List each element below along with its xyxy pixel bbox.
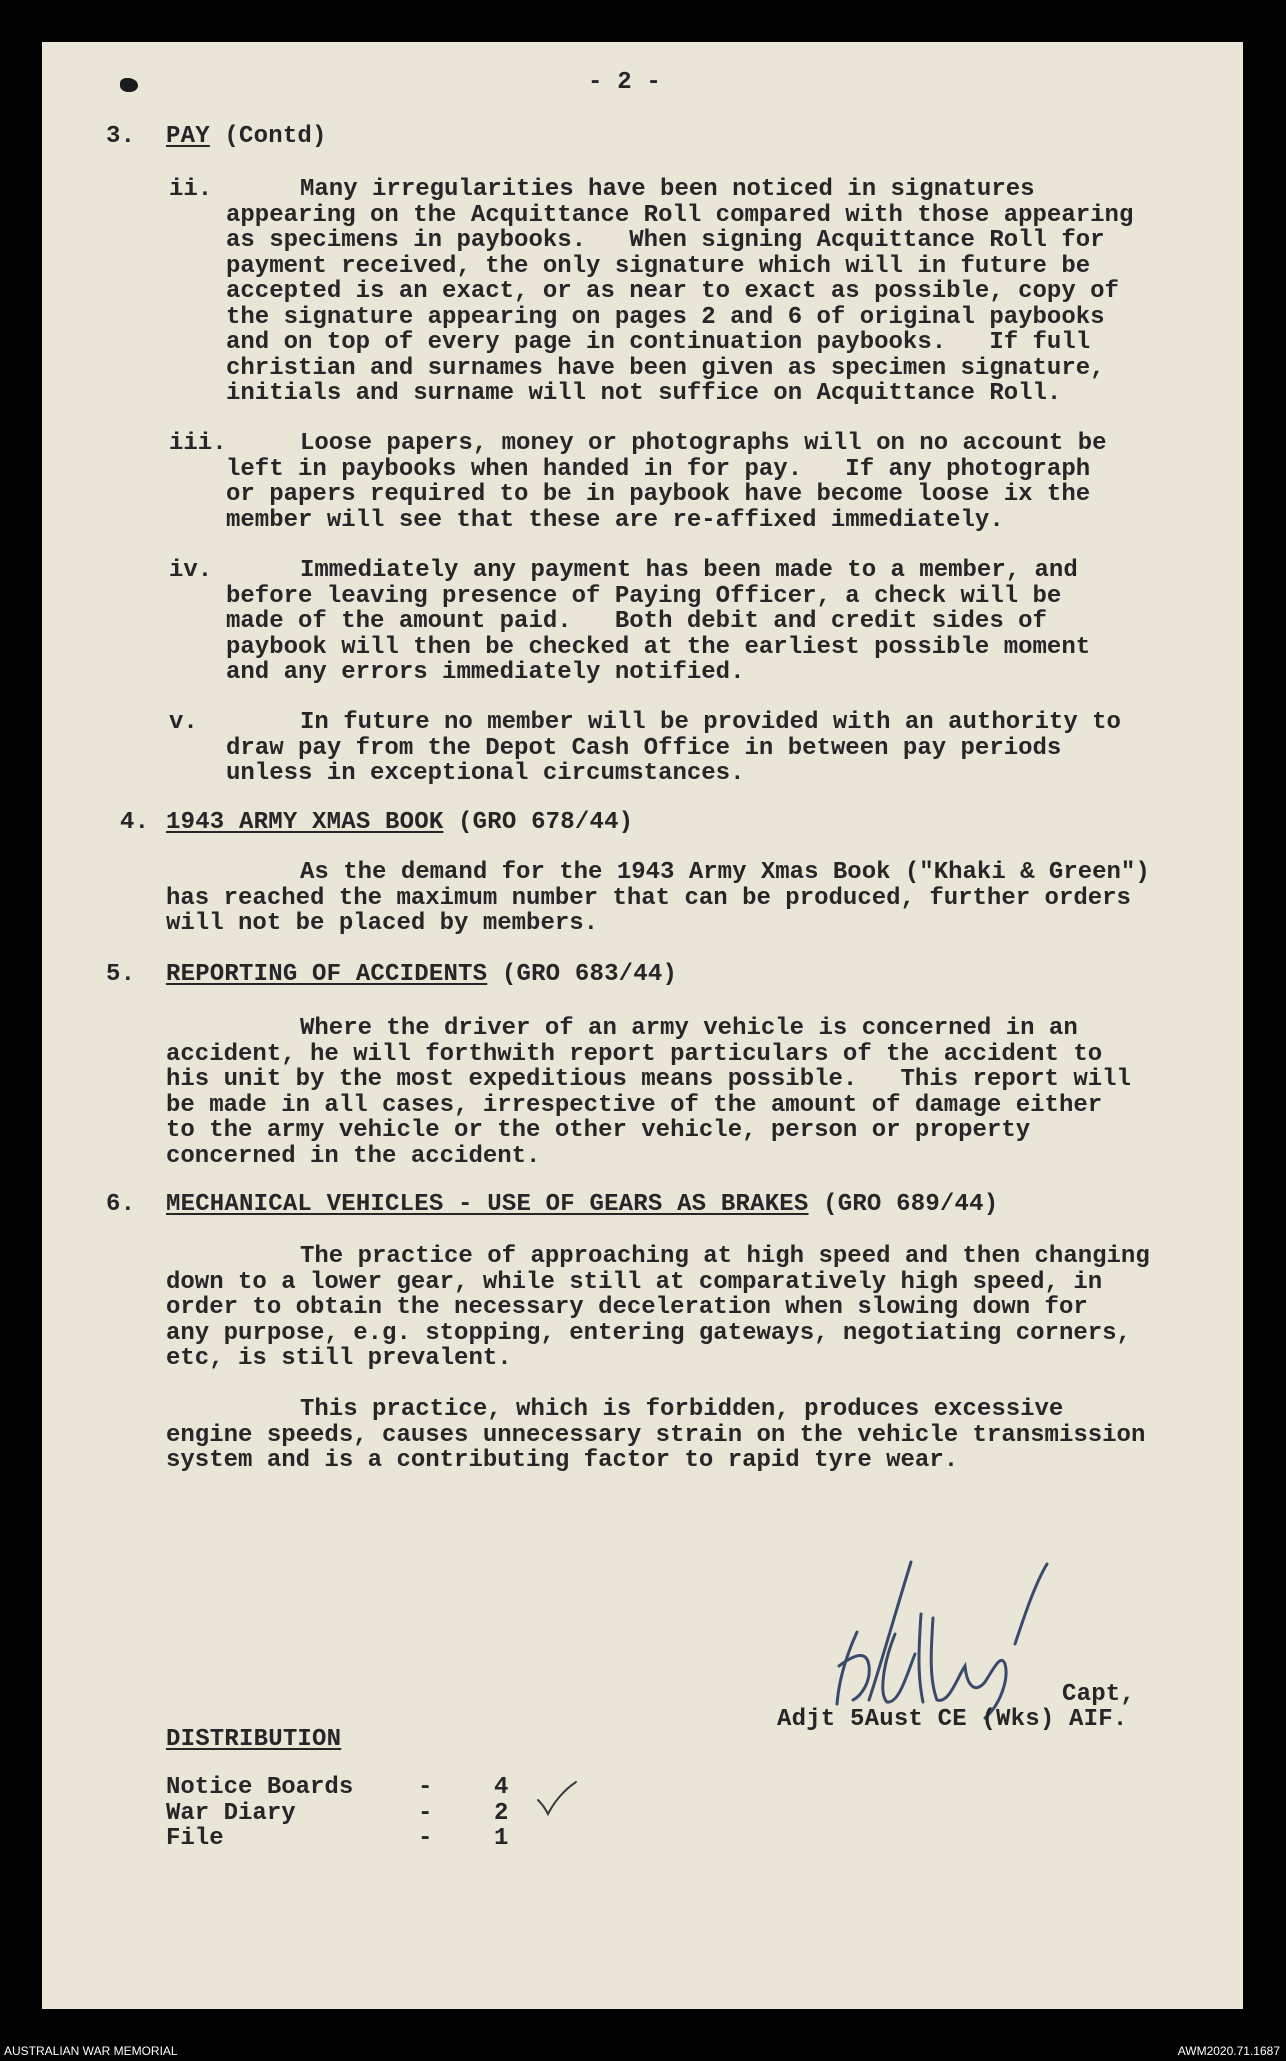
section-4-line: has reached the maximum number that can be produced, further orders bbox=[166, 884, 1131, 912]
section-6-para1-line: any purpose, e.g. stopping, entering gateways, negotiating corners, bbox=[166, 1319, 1131, 1347]
section-4-line: As the demand for the 1943 Army Xmas Book ("Khaki & Green") bbox=[300, 859, 1150, 886]
item-ii-line: accepted is an exact, or as near to exact as possible, copy of bbox=[226, 278, 1119, 305]
page-number: - 2 - bbox=[588, 69, 662, 96]
distribution-row-count: 4 bbox=[494, 1774, 509, 1801]
item-ii-line: appearing on the Acquittance Roll compared with those appearing bbox=[226, 201, 1134, 229]
item-ii-line: the signature appearing on pages 2 and 6 of original paybooks bbox=[226, 303, 1105, 331]
section-5-line: his unit by the most expeditious means possible. This report will bbox=[166, 1066, 1131, 1093]
item-iv-line: made of the amount paid. Both debit and credit sides of bbox=[226, 608, 1047, 635]
signatory-rank: Capt, bbox=[1062, 1681, 1136, 1708]
item-ii-line: Many irregularities have been noticed in signatures bbox=[300, 176, 1035, 203]
section-6-para1-line: down to a lower gear, while still at comparatively high speed, in bbox=[166, 1268, 1103, 1296]
item-iv-label: iv. bbox=[169, 557, 213, 584]
section-6-para1-line: The practice of approaching at high speed and then changing bbox=[300, 1243, 1150, 1270]
tick-mark-icon bbox=[534, 1780, 578, 1818]
item-iii-line: Loose papers, money or photographs will on no account be bbox=[300, 430, 1107, 457]
item-v-line: unless in exceptional circumstances. bbox=[226, 760, 745, 787]
section-5-line: concerned in the accident. bbox=[166, 1142, 541, 1170]
item-iii-line: left in paybooks when handed in for pay. If any photograph bbox=[226, 455, 1091, 483]
item-v-line: draw pay from the Depot Cash Office in between pay periods bbox=[226, 734, 1062, 762]
footer-accession-number: AWM2020.71.1687 bbox=[1177, 2044, 1280, 2058]
item-ii-label: ii. bbox=[169, 176, 213, 203]
section-3-title: PAY bbox=[166, 123, 210, 150]
footer-institution: AUSTRALIAN WAR MEMORIAL bbox=[4, 2044, 178, 2058]
document-page bbox=[42, 42, 1243, 2009]
item-ii-line: as specimens in paybooks. When signing Acquittance Roll for bbox=[226, 227, 1105, 254]
section-6-ref: (GRO 689/44) bbox=[808, 1191, 999, 1218]
section-6-number: 6. bbox=[106, 1191, 136, 1218]
section-6-para2-line: This practice, which is forbidden, produces excessive bbox=[300, 1396, 1064, 1423]
section-4-title: 1943 ARMY XMAS BOOK bbox=[166, 809, 444, 836]
section-5-number: 5. bbox=[106, 961, 136, 988]
section-5-line: Where the driver of an army vehicle is concerned in an bbox=[300, 1015, 1078, 1042]
section-5-line: accident, he will forthwith report particulars of the accident to bbox=[166, 1040, 1103, 1068]
distribution-row-name: File bbox=[166, 1825, 224, 1852]
distribution-row-count: 2 bbox=[494, 1799, 509, 1827]
section-3-suffix: (Contd) bbox=[209, 123, 327, 150]
item-iii-line: or papers required to be in paybook have become loose ix the bbox=[226, 481, 1091, 508]
section-3-heading bbox=[166, 124, 327, 150]
section-6-para2-line: system and is a contributing factor to rapid tyre wear. bbox=[166, 1447, 959, 1474]
handwritten-signature bbox=[825, 1554, 1055, 1724]
section-4-ref: (GRO 678/44) bbox=[443, 809, 634, 836]
section-6-para1-line: etc, is still prevalent. bbox=[166, 1345, 512, 1372]
section-3-number: 3. bbox=[106, 123, 136, 150]
item-ii-line: payment received, the only signature which will in future be bbox=[226, 252, 1091, 280]
item-iii-line: member will see that these are re-affixed immediately. bbox=[226, 506, 1004, 534]
distribution-row-count: 1 bbox=[494, 1825, 509, 1852]
section-5-title: REPORTING OF ACCIDENTS bbox=[166, 961, 488, 988]
distribution-row-dash: - bbox=[418, 1799, 433, 1827]
section-5-ref: (GRO 683/44) bbox=[487, 961, 678, 988]
item-iv-line: Immediately any payment has been made to a member, and bbox=[300, 557, 1078, 584]
distribution-row-dash: - bbox=[418, 1774, 433, 1801]
distribution-heading-text: DISTRIBUTION bbox=[166, 1726, 342, 1753]
distribution-row-dash: - bbox=[418, 1825, 433, 1852]
section-5-line: be made in all cases, irrespective of the amount of damage either bbox=[166, 1091, 1103, 1119]
item-iv-line: before leaving presence of Paying Officer, a check will be bbox=[226, 582, 1062, 610]
punch-hole bbox=[120, 78, 138, 92]
distribution-row-name: War Diary bbox=[166, 1799, 296, 1827]
section-5-line: to the army vehicle or the other vehicle, person or property bbox=[166, 1117, 1031, 1144]
section-4-line: will not be placed by members. bbox=[166, 910, 599, 937]
item-ii-line: christian and surnames have been given as specimen signature, bbox=[226, 354, 1105, 382]
item-ii-line: initials and surname will not suffice on Acquittance Roll. bbox=[226, 380, 1062, 407]
distribution-heading bbox=[166, 1727, 341, 1753]
section-6-title: MECHANICAL VEHICLES - USE OF GEARS AS BRAKES bbox=[166, 1191, 809, 1218]
signatory-appointment: Adjt 5Aust CE (Wks) AIF. bbox=[777, 1706, 1128, 1733]
section-4-number: 4. bbox=[120, 809, 150, 836]
item-v-label: v. bbox=[169, 709, 198, 736]
section-5-heading bbox=[166, 962, 677, 988]
section-6-para1-line: order to obtain the necessary deceleration when slowing down for bbox=[166, 1294, 1088, 1321]
item-ii-line: and on top of every page in continuation paybooks. If full bbox=[226, 329, 1091, 356]
section-6-heading bbox=[166, 1192, 998, 1218]
item-iii-label: iii. bbox=[169, 430, 227, 457]
item-iv-line: and any errors immediately notified. bbox=[226, 659, 745, 686]
item-v-line: In future no member will be provided with an authority to bbox=[300, 709, 1121, 736]
distribution-row-name: Notice Boards bbox=[166, 1774, 354, 1801]
section-4-heading bbox=[166, 810, 633, 836]
item-iv-line: paybook will then be checked at the earliest possible moment bbox=[226, 633, 1091, 661]
section-6-para2-line: engine speeds, causes unnecessary strain on the vehicle transmission bbox=[166, 1421, 1146, 1449]
